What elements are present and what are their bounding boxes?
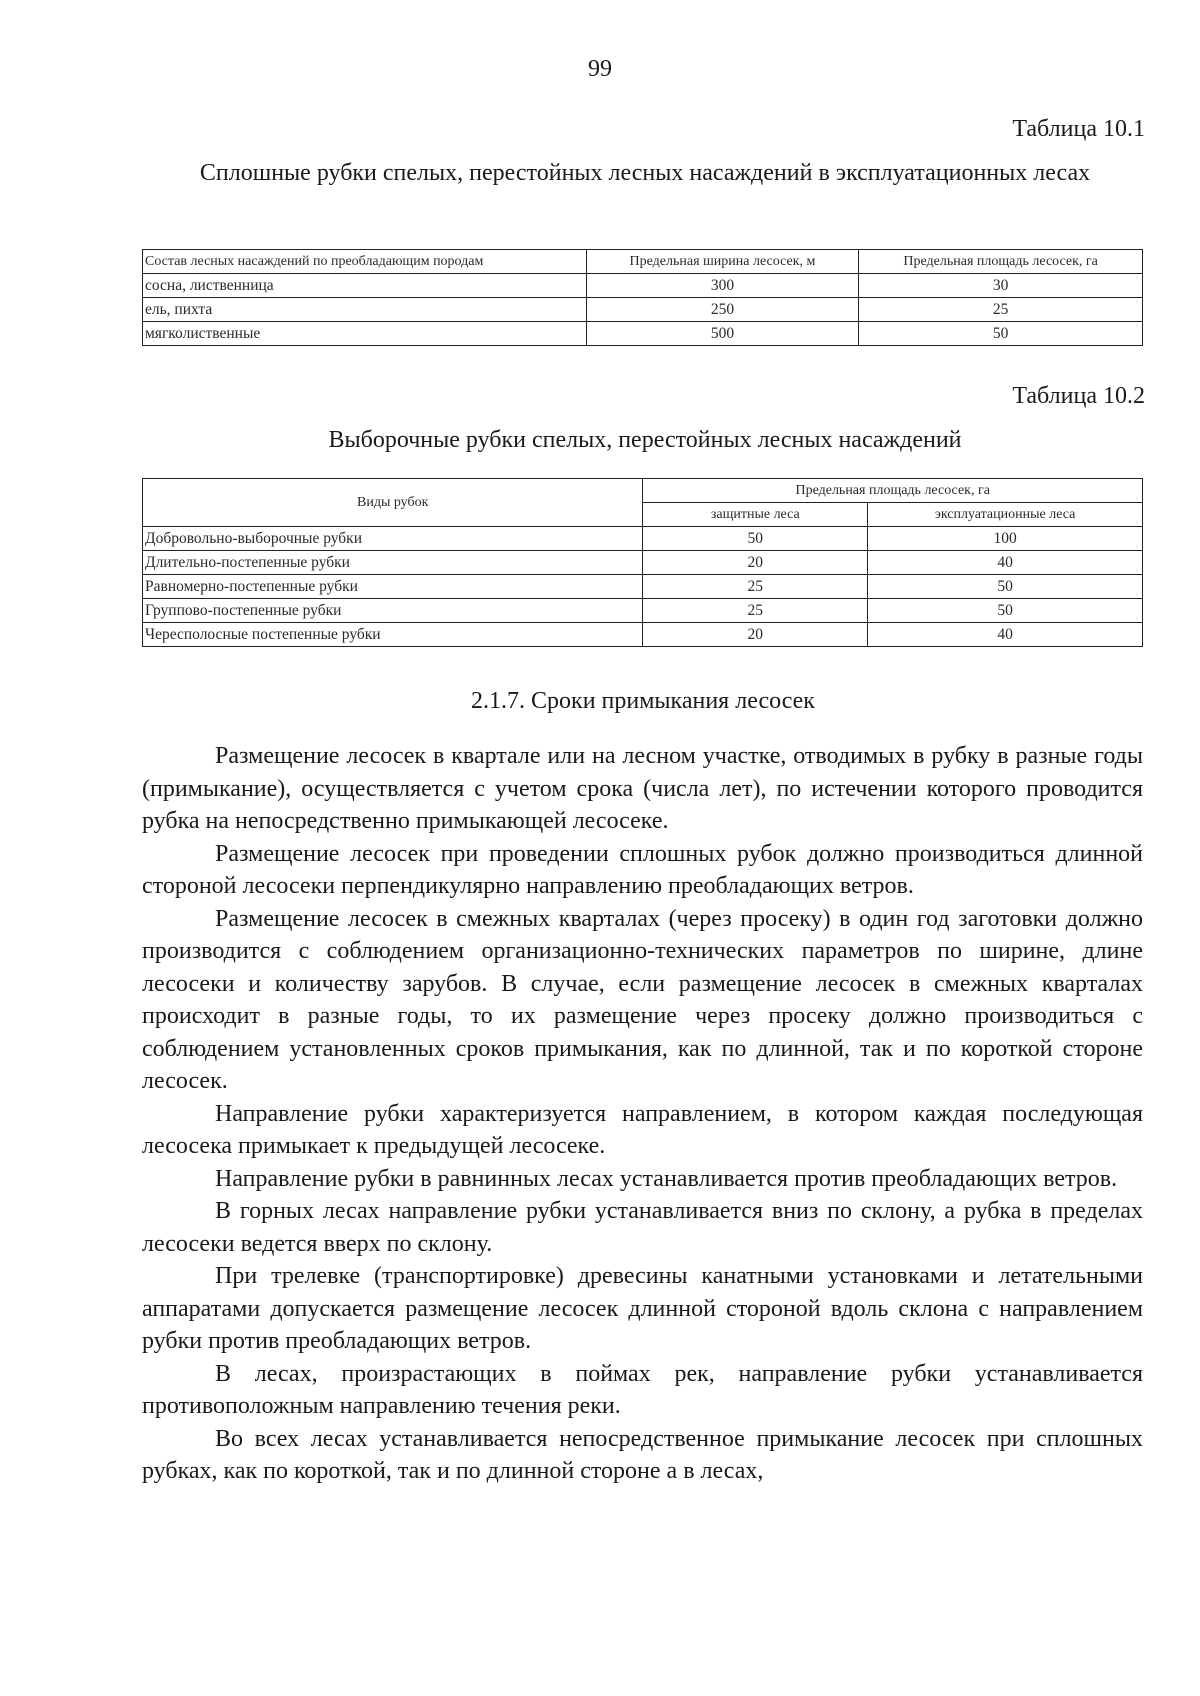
table-selective-cut <box>142 478 1143 647</box>
table-cell: 40 <box>868 623 1143 647</box>
table-cell: сосна, лиственница <box>143 274 587 298</box>
column-header: эксплуатационные леса <box>868 503 1143 527</box>
column-header: Виды рубок <box>143 479 643 527</box>
paragraph: Направление рубки в равнинных лесах устанавливается против преобладающих ветров. <box>215 1165 1118 1192</box>
table-cell: 100 <box>868 527 1143 551</box>
table-cell: 20 <box>643 623 868 647</box>
table-cell: Чересполосные постепенные рубки <box>143 623 643 647</box>
table-cell: 50 <box>868 599 1143 623</box>
column-header: защитные леса <box>643 503 868 527</box>
paragraph: При трелевке (транспортировке) древесины канатными установками и летательными аппаратами допускается размещение лесосек длинной стороной вдоль склона с направлением рубки против преобладающих ветров. <box>142 1263 1143 1354</box>
table-row <box>143 599 1143 623</box>
table-cell: 50 <box>643 527 868 551</box>
table-header-row <box>143 479 1143 503</box>
paragraph: Направление рубки характеризуется направлением, в котором каждая последующая лесосека примыкает к предыдущей лесосеке. <box>142 1100 1143 1159</box>
table-cell: 25 <box>643 599 868 623</box>
table-header-row <box>143 250 1143 274</box>
column-header: Предельная площадь лесосек, га <box>859 250 1143 274</box>
section-heading: 2.1.7. Сроки примыкания лесосек <box>471 688 815 714</box>
table-cell: Длительно-постепенные рубки <box>143 551 643 575</box>
table-clear-cut <box>142 249 1143 346</box>
table-row <box>143 298 1143 322</box>
table-row <box>143 551 1143 575</box>
paragraph: Во всех лесах устанавливается непосредственное примыкание лесосек при сплошных рубках, как по короткой, так и по длинной стороне а в лесах, <box>142 1425 1143 1484</box>
table-cell: 20 <box>643 551 868 575</box>
paragraph: В горных лесах направление рубки устанавливается вниз по склону, а рубка в пределах лесосеки ведется вверх по склону. <box>142 1198 1143 1257</box>
table-cell: 25 <box>859 298 1143 322</box>
paragraph: Размещение лесосек в смежных кварталах (через просеку) в один год заготовки должно производится с соблюдением организационно-технических параметров по ширине, длине лесосеки и количеству зарубов. В случае, если размещение лесосек в смежных кварталах происходит в разные годы, то их размещение через просеку должно производиться с соблюдением установленных сроков примыкания, как по длинной, так и по короткой стороне лесосек. <box>142 905 1143 1094</box>
table-cell: 250 <box>586 298 859 322</box>
table-cell: 50 <box>859 322 1143 346</box>
table-row <box>143 527 1143 551</box>
table-row <box>143 575 1143 599</box>
column-header: Состав лесных насаждений по преобладающим породам <box>143 250 587 274</box>
table-cell: 300 <box>586 274 859 298</box>
table-cell: Группово-постепенные рубки <box>143 599 643 623</box>
body-text <box>142 740 1143 1488</box>
table-cell: 25 <box>643 575 868 599</box>
table-cell: 500 <box>586 322 859 346</box>
table-title: Сплошные рубки спелых, перестойных лесных насаждений в эксплуатационных лесах <box>199 160 1091 186</box>
table-cell: 30 <box>859 274 1143 298</box>
table-row <box>143 274 1143 298</box>
column-group-header: Предельная площадь лесосек, га <box>643 479 1143 503</box>
table-cell: ель, пихта <box>143 298 587 322</box>
column-header: Предельная ширина лесосек, м <box>586 250 859 274</box>
table-caption: Таблица 10.1 <box>1012 116 1145 142</box>
table-cell: Равномерно-постепенные рубки <box>143 575 643 599</box>
paragraph: В лесах, произрастающих в поймах рек, направление рубки устанавливается противоположным направлению течения реки. <box>142 1360 1143 1419</box>
table-cell: мягколиственные <box>143 322 587 346</box>
paragraph: Размещение лесосек при проведении сплошных рубок должно производиться длинной стороной лесосеки перпендикулярно направлению преобладающих ветров. <box>142 840 1143 899</box>
table-title: Выборочные рубки спелых, перестойных лесных насаждений <box>328 427 962 453</box>
table-cell: 40 <box>868 551 1143 575</box>
table-row <box>143 623 1143 647</box>
paragraph: Размещение лесосек в квартале или на лесном участке, отводимых в рубку в разные годы (примыкание), осуществляется с учетом срока (числа лет), по истечении которого проводится рубка на непосредственно примыкающей лесосеке. <box>142 743 1143 834</box>
table-cell: 50 <box>868 575 1143 599</box>
table-cell: Добровольно-выборочные рубки <box>143 527 643 551</box>
table-caption: Таблица 10.2 <box>1012 383 1145 409</box>
page-number: 99 <box>588 56 612 82</box>
table-row <box>143 322 1143 346</box>
